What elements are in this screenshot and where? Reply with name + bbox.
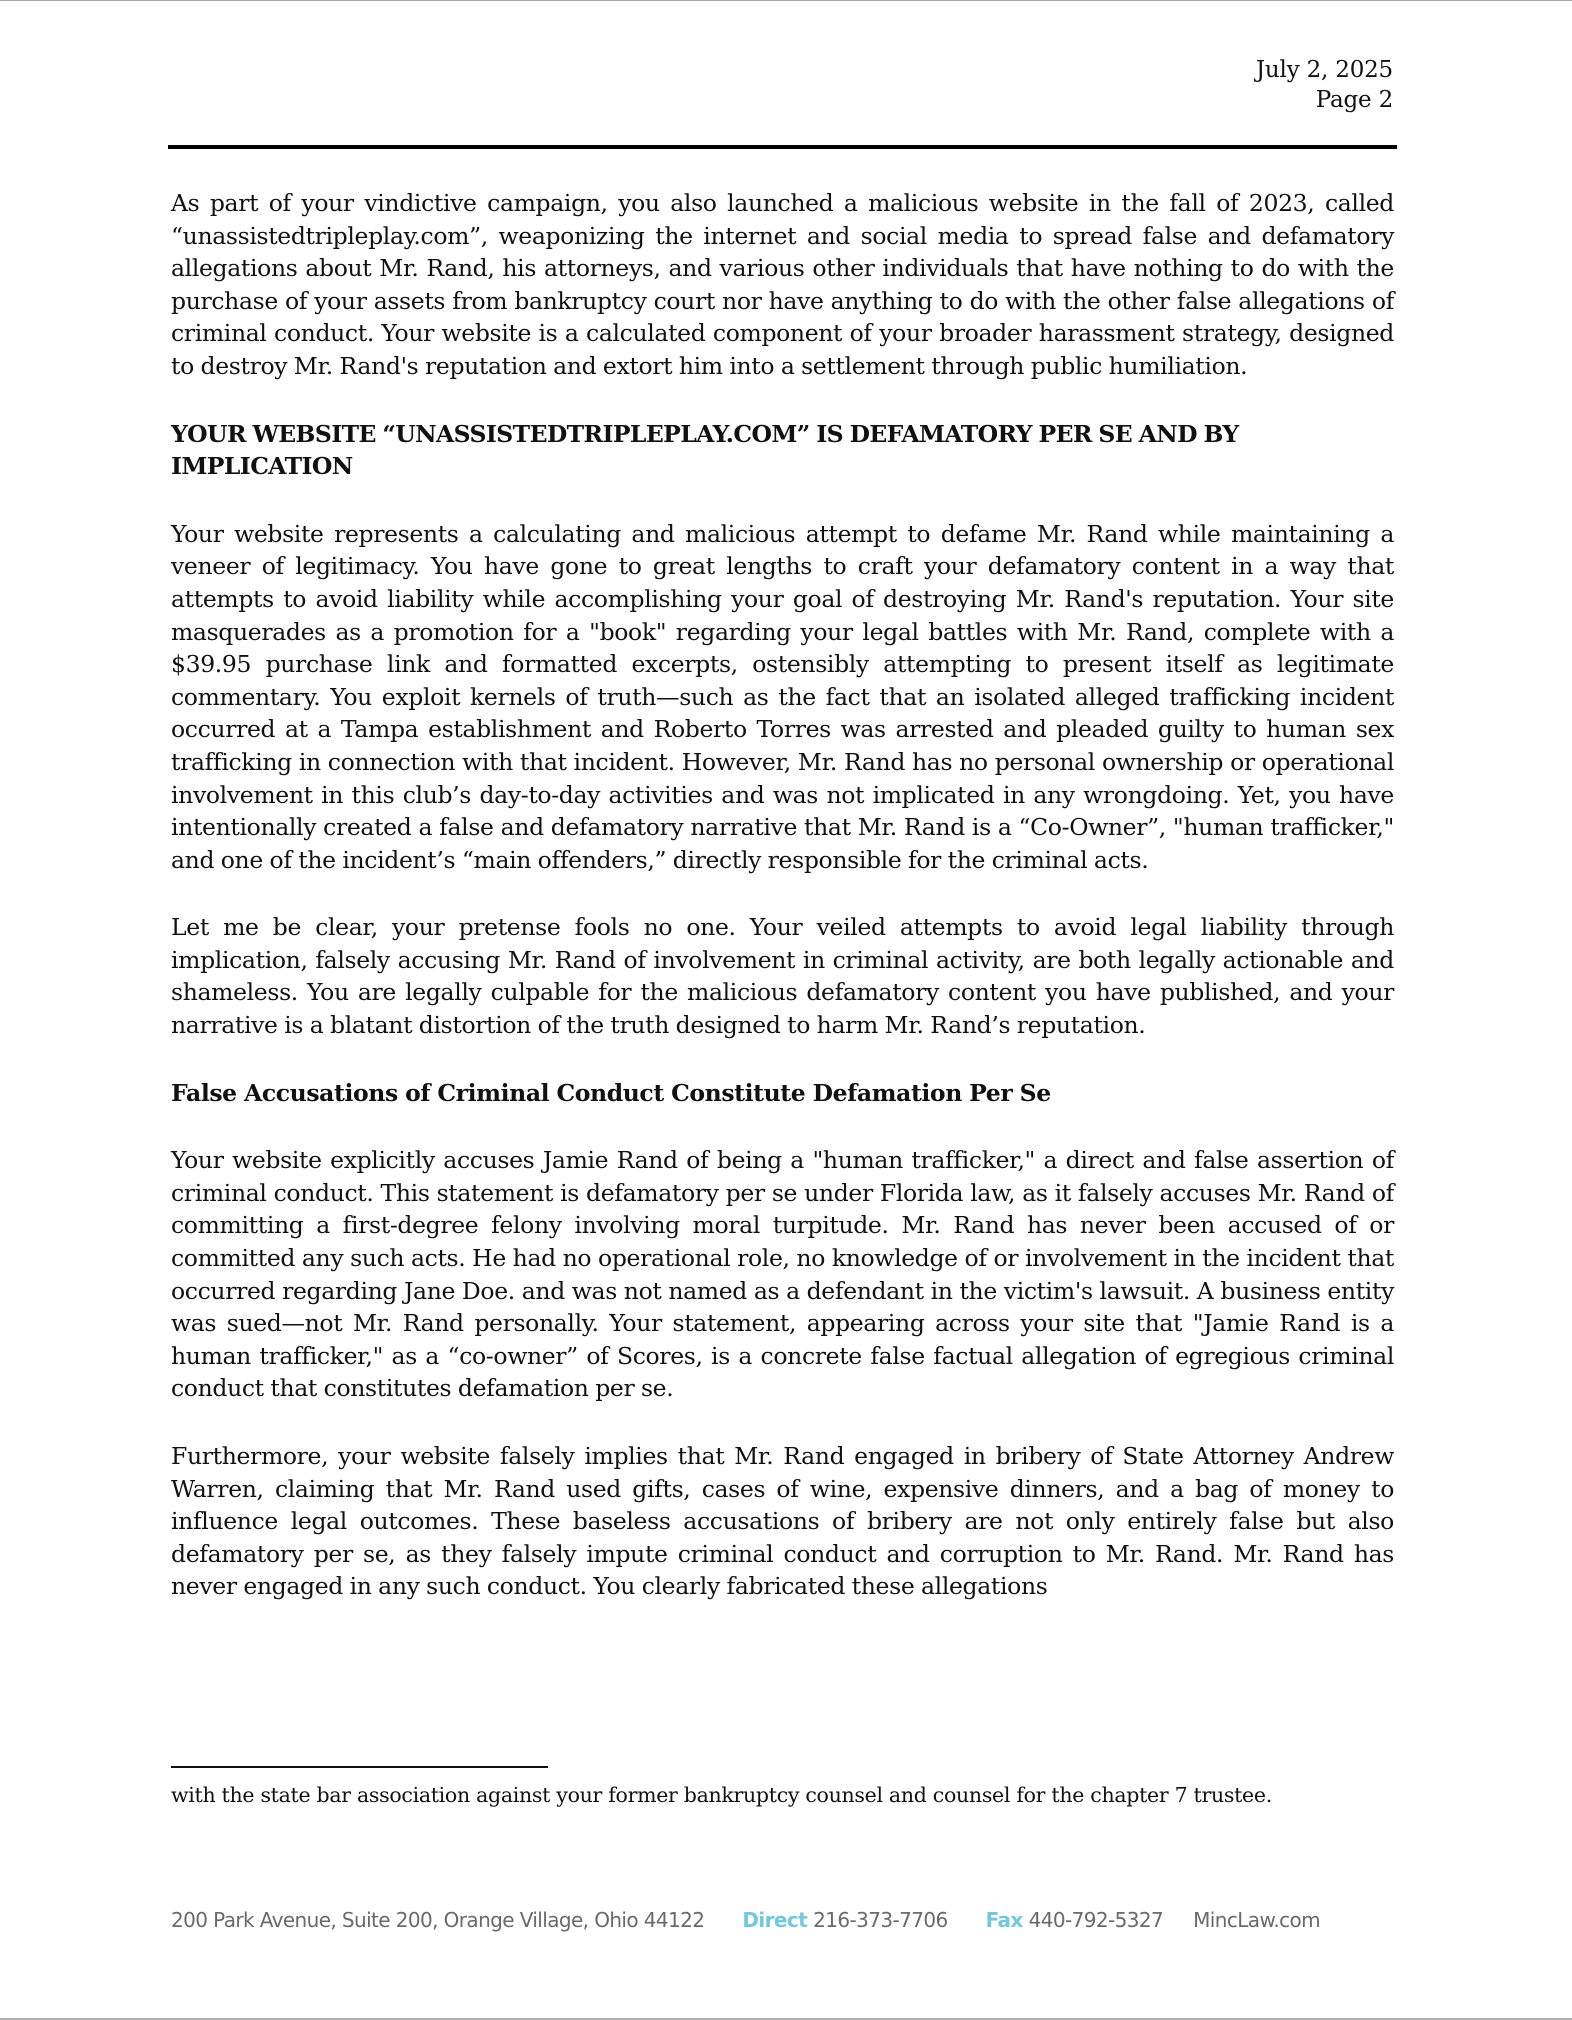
- body-paragraph: Furthermore, your website falsely implies that Mr. Rand engaged in bribery of State Attorney Andrew Warren, claiming that Mr. Rand used gifts, cases of wine, expensive dinners, and a bag of money to influence legal outcomes. These baseless accusations of bribery are not only entirely false but also defamatory per se, as they falsely impute criminal conduct and corruption to Mr. Rand. Mr. Rand has never engaged in any such conduct. You clearly fabricated these allegations: [171, 1442, 1394, 1601]
- footer-direct-phone: 216-373-7706: [813, 1908, 948, 1932]
- footnote-divider: [171, 1766, 548, 1768]
- page-number: Page 2: [1315, 87, 1393, 113]
- letter-body: [171, 187, 1394, 1603]
- letter-date: July 2, 2025: [1255, 57, 1393, 83]
- page-top-edge: [0, 0, 1572, 1]
- body-paragraph: Your website represents a calculating and malicious attempt to defame Mr. Rand while maintaining a veneer of legitimacy. You have gone to great lengths to craft your defamatory content in a way that attempts to avoid liability while accomplishing your goal of destroying Mr. Rand's reputation. Your site masquerades as a promotion for a "book" regarding your legal battles with Mr. Rand, complete with a $39.95 purchase link and formatted excerpts, ostensibly attempting to present itself as legitimate commentary. You exploit kernels of truth—such as the fact that an isolated alleged trafficking incident occurred at a Tampa establishment and Roberto Torres was arrested and pleaded guilty to human sex trafficking in connection with that incident. However, Mr. Rand has no personal ownership or operational involvement in this club’s day-to-day activities and was not implicated in any wrongdoing. Yet, you have intentionally created a false and defamatory narrative that Mr. Rand is a “Co-Owner”, "human trafficker," and one of the incident’s “main offenders,” directly responsible for the criminal acts.: [171, 519, 1394, 874]
- subsection-heading: False Accusations of Criminal Conduct Constitute Defamation Per Se: [171, 1078, 1051, 1107]
- footer-fax-group: [986, 1906, 1164, 1934]
- body-paragraph: Let me be clear, your pretense fools no one. Your veiled attempts to avoid legal liability through implication, falsely accusing Mr. Rand of involvement in criminal activity, are both legally actionable and shameless. You are legally culpable for the malicious defamatory content you have published, and your narrative is a blatant distortion of the truth designed to harm Mr. Rand’s reputation.: [171, 913, 1394, 1040]
- body-paragraph: As part of your vindictive campaign, you also launched a malicious website in the fall of 2023, called “unassistedtripleplay.com”, weaponizing the internet and social media to spread false and defamatory allegations about Mr. Rand, his attorneys, and various other individuals that have nothing to do with the purchase of your assets from bankruptcy court nor have anything to do with the other false allegations of criminal conduct. Your website is a calculated component of your broader harassment strategy, designed to destroy Mr. Rand's reputation and extort him into a settlement through public humiliation.: [171, 189, 1394, 380]
- section-heading: YOUR WEBSITE “UNASSISTEDTRIPLEPLAY.COM” IS DEFAMATORY PER SE AND BY IMPLICATION: [171, 419, 1239, 481]
- footer-fax-label: Fax: [985, 1908, 1023, 1932]
- footer-direct-label: Direct: [742, 1908, 808, 1932]
- page-header: [1256, 55, 1393, 115]
- footer-fax-phone: 440-792-5327: [1028, 1908, 1164, 1932]
- header-divider: [168, 145, 1397, 149]
- footer-website: MincLaw.com: [1193, 1908, 1321, 1932]
- footer-address: 200 Park Avenue, Suite 200, Orange Village, Ohio 44122: [171, 1908, 705, 1932]
- letterhead-footer: [171, 1906, 1396, 1934]
- footnote-text: with the state bar association against your former bankruptcy counsel and counsel for the chapter 7 trustee.: [171, 1783, 1272, 1807]
- body-paragraph: Your website explicitly accuses Jamie Rand of being a "human trafficker," a direct and false assertion of criminal conduct. This statement is defamatory per se under Florida law, as it falsely accuses Mr. Rand of committing a first-degree felony involving moral turpitude. Mr. Rand has never been accused of or committed any such acts. He had no operational role, no knowledge of or involvement in the incident that occurred regarding Jane Doe. and was not named as a defendant in the victim's lawsuit. A business entity was sued—not Mr. Rand personally. Your statement, appearing across your site that "Jamie Rand is a human trafficker," as a “co-owner” of Scores, is a concrete false factual allegation of egregious criminal conduct that constitutes defamation per se.: [171, 1146, 1394, 1403]
- footer-direct-phone-group: [742, 1906, 947, 1934]
